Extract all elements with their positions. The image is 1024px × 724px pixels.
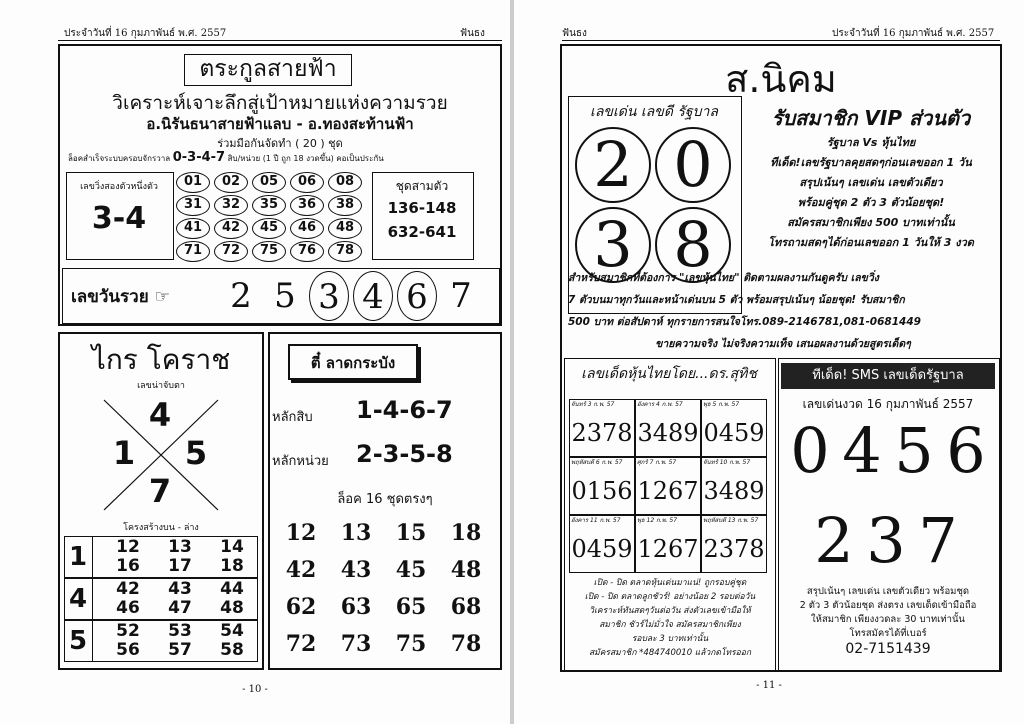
- lock-number: 13: [340, 520, 372, 546]
- stock-note: สมัครสมาชิก *484740010 แล้วกดโทรออก: [588, 648, 752, 658]
- gov-digit: 0: [655, 127, 731, 203]
- left-header-brand: ฟันธง: [460, 28, 485, 39]
- sms-note: สรุปเน้นๆ เลขเด่น เลขตัวเดียว พร้อมชุด: [806, 586, 970, 597]
- tiger-number: 17: [168, 556, 192, 576]
- lock-number: 62: [285, 594, 317, 620]
- rich-digit: 4: [353, 271, 393, 321]
- stock-cell-date: พฤหัสบดี 6 ก.พ. 57: [571, 459, 623, 466]
- tiger-number: 12: [116, 537, 140, 557]
- gov-digit: 2: [575, 127, 651, 203]
- lock-grid: [276, 518, 496, 666]
- vip-line: รัฐบาล Vs หุ้นไทย: [826, 136, 916, 149]
- circled-number: 05: [252, 172, 286, 193]
- sms-note: โทรสมัครได้ที่เบอร์: [849, 628, 927, 639]
- tiger-bottom-digit: 7: [148, 472, 172, 510]
- sms-title: ทีเด็ด! SMS เลขเด็ดรัฐบาล: [781, 363, 995, 389]
- ladkrabang-title: ตี๋ ลาดกระบัง: [310, 354, 396, 372]
- circled-number: 45: [252, 218, 286, 239]
- sms-digit: 3: [866, 504, 906, 577]
- circled-number: 72: [214, 241, 248, 262]
- lock-number: 65: [395, 594, 427, 620]
- circled-number: 01: [176, 172, 210, 193]
- stock-cell-value: 0459: [571, 535, 633, 563]
- tiger-number: 16: [116, 556, 140, 576]
- sms-digit: 0: [790, 414, 830, 487]
- lock-label: ล็อค 16 ชุดตรงๆ: [337, 492, 433, 507]
- page-gutter: [510, 0, 514, 724]
- vip-line: สรุปเน้นๆ เลขเด่น เลขตัวเดียว: [799, 176, 943, 189]
- sms-digit: 4: [842, 414, 882, 487]
- lock-number: 42: [285, 557, 317, 583]
- tiger-number: 14: [220, 537, 244, 557]
- lock-number: 18: [450, 520, 482, 546]
- stock-paragraph-line: สำหรับสมาชิกที่ต้องการ "เลขหุ้นไทย" ติดตามผลงานกันดูครับ เลขวิ่ง: [568, 272, 879, 284]
- vip-line: โทรถามสดๆได้ก่อนเลขออก 1 วันให้ 3 งวด: [768, 236, 974, 249]
- stock-box: [564, 358, 776, 672]
- sms-note: ให้สมาชิก เพียงงวดละ 30 บาทเท่านั้น: [811, 614, 965, 625]
- tiger-number: 47: [168, 598, 192, 618]
- tiger-row-divider: [92, 620, 93, 662]
- circled-number: 38: [328, 195, 362, 216]
- units-label: หลักหน่วย: [272, 454, 329, 469]
- stock-cell-value: 3489: [703, 477, 765, 505]
- stock-cell-value: 3489: [637, 419, 699, 447]
- circled-number: 32: [214, 195, 248, 216]
- tiger-number: 56: [116, 640, 140, 660]
- tiger-number: 52: [116, 621, 140, 641]
- lock-number: 48: [450, 557, 482, 583]
- sms-notes: [781, 585, 995, 647]
- tiger-caption: โครงสร้างบน - ล่าง: [123, 523, 199, 533]
- right-header-date: ประจำวันที่ 16 กุมภาพันธ์ พ.ศ. 2557: [832, 28, 995, 39]
- tens-value: 1-4-6-7: [356, 396, 453, 424]
- tiger-number: 13: [168, 537, 192, 557]
- vip-title: รับสมาชิก VIP ส่วนตัว: [771, 106, 971, 130]
- tiger-number: 57: [168, 640, 192, 660]
- right-page-number: - 11 -: [756, 680, 782, 691]
- rich-digit: 7: [450, 276, 472, 316]
- gov-digit: 3: [575, 207, 651, 283]
- stock-cell-date: ศุกร์ 7 ก.พ. 57: [637, 459, 677, 466]
- tiger-sub: เลขน่าจับตา: [137, 381, 185, 391]
- stock-cell-value: 0156: [571, 477, 633, 505]
- circled-number: 78: [328, 241, 362, 262]
- left-header-date: ประจำวันที่ 16 กุมภาพันธ์ พ.ศ. 2557: [64, 28, 227, 39]
- circled-number: 46: [290, 218, 324, 239]
- panel-subtitle: วิเคราะห์เจาะลึกสู่เป้าหมายแห่งความรวย: [112, 92, 448, 114]
- vip-line: สมัครสมาชิกเพียง 500 บาทเท่านั้น: [787, 216, 955, 229]
- record-numbers: 0-3-4-7: [172, 150, 226, 165]
- stock-cell-date: จันทร์ 10 ก.พ. 57: [703, 459, 751, 466]
- stock-paragraph: [568, 268, 998, 358]
- stock-cell-date: พฤหัสบดี 13 ก.พ. 57: [703, 517, 759, 524]
- sms-date: เลขเด่นงวด 16 กุมภาพันธ์ 2557: [802, 397, 974, 411]
- stock-cell-date: อังคาร 4 ก.พ. 57: [637, 401, 683, 408]
- circled-number: 02: [214, 172, 248, 193]
- circled-number: 76: [290, 241, 324, 262]
- record-line: [68, 150, 498, 165]
- lock-number: 43: [340, 557, 372, 583]
- tiger-top-digit: 4: [148, 396, 172, 434]
- right-page: [514, 0, 1024, 724]
- tiger-table: [64, 536, 258, 664]
- left-page-number: - 10 -: [242, 684, 268, 695]
- circled-number: 75: [252, 241, 286, 262]
- left-page: [0, 0, 510, 724]
- tiger-number: 58: [220, 640, 244, 660]
- rich-digit: 2: [230, 276, 252, 316]
- sms-digit: 2: [814, 504, 854, 577]
- stock-note: รอบละ 3 บาทเท่านั้น: [631, 634, 709, 644]
- stock-note: เปิด - ปิด ตลาดหุ้นเด่นมาแน่! ถูกรอบคู่ชุด: [593, 578, 747, 588]
- tiger-row-key: 1: [68, 542, 88, 572]
- right-panel: [560, 44, 1002, 672]
- circled-number: 31: [176, 195, 210, 216]
- lock-number: 72: [285, 631, 317, 657]
- gov-label: เลขเด่น เลขดี รัฐบาล: [590, 104, 718, 120]
- circled-number: 08: [328, 172, 362, 193]
- ladkrabang-title-box: [288, 344, 418, 380]
- three-set-box: [372, 172, 474, 260]
- three-set-2: 632-641: [387, 223, 457, 241]
- stock-paragraph-line: ขายความจริง ไม่จริงความเท็จ เสนอผลงานด้วยสูตรเด็ดๆ: [655, 338, 911, 350]
- tiger-title: ไกร โคราช: [91, 343, 231, 376]
- circled-numbers-grid: [176, 172, 366, 266]
- rich-digit: 6: [397, 271, 437, 321]
- stock-cell-date: จันทร์ 3 ก.พ. 57: [571, 401, 615, 408]
- lock-number: 75: [395, 631, 427, 657]
- tiger-left-digit: 1: [112, 434, 136, 472]
- rich-day-digits: [221, 269, 497, 323]
- tiger-number: 18: [220, 556, 244, 576]
- tiger-panel: [58, 332, 264, 670]
- sms-digits-row1: [785, 415, 991, 487]
- stock-cell-date: พุธ 12 ก.พ. 57: [637, 517, 678, 524]
- circled-number: 36: [290, 195, 324, 216]
- sms-digit: 5: [894, 414, 934, 487]
- tiger-number: 44: [220, 579, 244, 599]
- stock-note: วิเคราะห์ทันสดๆวันต่อวัน ส่งตัวเลขเข้ามือให้: [589, 606, 751, 616]
- tiger-number: 46: [116, 598, 140, 618]
- tiger-number: 53: [168, 621, 192, 641]
- circled-number: 41: [176, 218, 210, 239]
- two-digit-box: [66, 172, 174, 260]
- two-digit-label: เลขวิ่งสองตัวหนึ่งตัว: [80, 182, 158, 192]
- tiger-row-key: 4: [68, 584, 88, 614]
- stock-cell-value: 2378: [571, 419, 633, 447]
- tiger-number: 54: [220, 621, 244, 641]
- right-title: ส.นิคม: [725, 57, 837, 101]
- circled-number: 35: [252, 195, 286, 216]
- tiger-number: 48: [220, 598, 244, 618]
- gov-digit: 8: [655, 207, 731, 283]
- tiger-number: 43: [168, 579, 192, 599]
- three-set-label: ชุดสามตัว: [395, 179, 449, 193]
- ladkrabang-panel: [268, 332, 502, 670]
- stock-cell-value: 1267: [637, 535, 699, 563]
- lock-number: 12: [285, 520, 317, 546]
- circled-number: 71: [176, 241, 210, 262]
- circled-number: 48: [328, 218, 362, 239]
- stock-cell-date: พุธ 5 ก.พ. 57: [703, 401, 740, 408]
- lock-number: 73: [340, 631, 372, 657]
- lock-number: 15: [395, 520, 427, 546]
- stock-paragraph-line: 7 ตัวบนมาทุกวันและหน้าเด่นบน 5 ตัว พร้อมสรุปเน้นๆ น้อยชุด! รับสมาชิก: [568, 294, 905, 306]
- three-set-1: 136-148: [387, 199, 457, 217]
- sms-digit: 6: [946, 414, 986, 487]
- tiger-row-divider: [92, 536, 93, 578]
- left-header-rule: [58, 40, 502, 41]
- stock-box-title: เลขเด็ดหุ้นไทยโดย...ดร.สุทิช: [581, 366, 757, 382]
- stock-cell-value: 1267: [637, 477, 699, 505]
- tens-label: หลักสิบ: [272, 410, 313, 425]
- vip-line: พร้อมคู่ชุด 2 ตัว 3 ตัวน้อยชุด!: [797, 196, 945, 209]
- stock-grid: [569, 399, 769, 573]
- top-panel: [58, 44, 502, 326]
- circled-number: 42: [214, 218, 248, 239]
- lock-number: 63: [340, 594, 372, 620]
- units-value: 2-3-5-8: [356, 440, 453, 468]
- record-prefix: ล็อคสำเร็จระบบครอบจักรวาล: [68, 154, 171, 163]
- stock-cell-value: 2378: [703, 535, 765, 563]
- stock-note: เปิด - ปิด ตลาดลูกชัวร์! อย่างน้อย 2 รอบต่อวัน: [584, 592, 756, 602]
- stock-note: สมาชิก ชัวร์ไม่มั่วใจ สมัครสมาชิกเพียง: [599, 620, 741, 630]
- tiger-right-digit: 5: [184, 434, 208, 472]
- sms-note: 2 ตัว 3 ตัวน้อยชุด ส่งตรง เลขเด็ดเข้ามือถือ: [799, 600, 977, 611]
- lock-number: 78: [450, 631, 482, 657]
- panel-cooperate: ร่วมมือกันจัดทำ ( 20 ) ชุด: [217, 137, 343, 150]
- rich-digit: 5: [274, 276, 296, 316]
- rich-day-box: [62, 268, 500, 324]
- lock-number: 45: [395, 557, 427, 583]
- record-suffix: สิบ/หน่วย (1 ปี ถูก 18 งวดขึ้น) คอเป็นประกัน: [227, 154, 384, 163]
- panel-authors: อ.นิรันธนาสายฟ้าแลบ - อ.ทองสะท้านฟ้า: [146, 115, 414, 133]
- sms-phone: 02-7151439: [845, 641, 931, 657]
- panel-title: ตระกูลสายฟ้า: [184, 54, 352, 86]
- right-header-rule: [562, 40, 1000, 41]
- sms-digits-row2: [809, 505, 969, 577]
- sms-box: [778, 358, 1000, 672]
- stock-cell-value: 0459: [703, 419, 765, 447]
- tiger-number: 42: [116, 579, 140, 599]
- two-digit-value: 3-4: [91, 201, 147, 236]
- tiger-row-divider: [92, 578, 93, 620]
- vip-line: ทีเด็ด!เลขรัฐบาลคุยสดๆก่อนเลขออก 1 วัน: [770, 156, 972, 169]
- stock-notes: [569, 577, 771, 667]
- lock-number: 68: [450, 594, 482, 620]
- tiger-row-key: 5: [68, 626, 88, 656]
- rich-day-label: เลขวันรวย ☞: [71, 287, 170, 307]
- stock-paragraph-line: 500 บาท ต่อสัปดาห์ ทุกรายการสนใจโทร.089-2146781,081-0681449: [568, 316, 921, 328]
- circled-number: 06: [290, 172, 324, 193]
- right-header-brand: ฟันธง: [562, 28, 587, 39]
- sms-digit: 7: [918, 504, 958, 577]
- stock-cell-date: อังคาร 11 ก.พ. 57: [571, 517, 621, 524]
- rich-digit: 3: [309, 271, 349, 321]
